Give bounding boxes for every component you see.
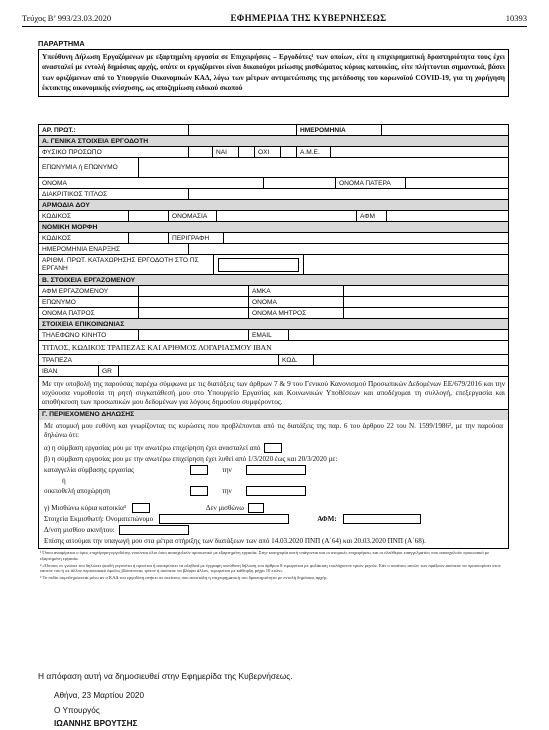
doy-name-field[interactable]	[217, 211, 357, 221]
yes-label: ΝΑΙ	[213, 147, 239, 157]
afm-field[interactable]	[387, 211, 508, 221]
form-row-name	[38, 157, 509, 177]
form-row-doy	[38, 210, 509, 221]
start-date-label: ΗΜΕΡΟΜΗΝΙΑ ΕΝΑΡΞΗΣ	[39, 244, 189, 254]
protocol-field[interactable]	[189, 125, 297, 135]
company-name-label: ΕΠΩΝΥΜΙΑ ή ΕΠΩΝΥΜΟ	[39, 158, 139, 177]
declaration-landlord	[44, 514, 503, 525]
bank-code-field[interactable]	[314, 355, 508, 365]
bank-code-label: ΚΩΔ.	[279, 355, 314, 365]
footnote-1: ¹ Όπου αναφέρεται ο όρος επιχείρηση-εργοδότης νοούνται όλοι όσοι απασχολούν προσωπικό με εξαρτημένη εργασία. Στην κατηγορία αυτή υπάγονται και οι ατομικές επιχειρήσεις και οι ελεύθεροι επαγγελματίες που απασχολούν προσωπικό με εξαρτημένη εργασία.	[40, 550, 490, 561]
form-row-surname	[38, 296, 509, 307]
iban-label: IBAN	[39, 366, 99, 376]
father-label: ΟΝΟΜΑ ΠΑΤΡΟΣ	[39, 308, 139, 318]
termination-label: β) η σύμβαση εργασίας μου με την ανωτέρω επιχείρηση έχει λυθεί από 1/3/2020 έως και 20/3/2020 με:	[44, 455, 338, 464]
declaration-body	[38, 420, 509, 550]
signature-place-date: Αθήνα, 23 Μαρτίου 2020	[54, 691, 144, 700]
dismissal-date-field[interactable]	[246, 465, 306, 475]
no-rent-checkbox[interactable]	[248, 503, 264, 513]
employee-afm-label: ΑΦΜ ΕΡΓΑΖΟΜΕΝΟΥ	[39, 286, 139, 296]
date-label: ΗΜΕΡΟΜΗΝΙΑ	[297, 125, 382, 135]
iban-field[interactable]	[119, 366, 508, 376]
ergani-label: ΑΡΙΘΜ. ΠΡΩΤ. ΚΑΤΑΧΩΡΗΣΗΣ ΕΡΓΟΔΟΤΗ ΣΤΟ ΠΣ ΕΡΓΑΝΗ	[39, 255, 214, 274]
physical-person-label: ΦΥΣΙΚΟ ΠΡΟΣΩΠΟ	[39, 147, 189, 157]
legal-code-label: ΚΩΔΙΚΟΣ	[39, 233, 129, 243]
section-b-header	[38, 274, 509, 285]
form-row-afm-emp	[38, 285, 509, 296]
issue-number: Τεύχος B’ 993/23.03.2020	[22, 13, 112, 23]
signature-role: Ο Υπουργός	[54, 706, 100, 715]
dismissal-checkbox[interactable]	[190, 465, 208, 475]
father-name-label: ΟΝΟΜΑ ΠΑΤΕΡΑ	[336, 178, 406, 188]
property-address-field[interactable]	[119, 525, 189, 535]
landlord-label: Στοιχεία Εκμισθωτή: Ονοματεπώνυμο	[44, 515, 154, 524]
no-checkbox[interactable]	[281, 147, 297, 157]
trade-name-field[interactable]	[189, 189, 508, 199]
section-doy-title: ΑΡΜΟΔΙΑ ΔΟΥ	[42, 201, 90, 209]
section-b-title: Β. ΣΤΟΙΧΕΙΑ ΕΡΓΑΖΟΜΕΝΟΥ	[42, 276, 136, 284]
first-name-label: ΟΝΟΜΑ	[39, 178, 264, 188]
company-name-field[interactable]	[139, 158, 508, 177]
rent-label: γ) Μισθώνω κύρια κατοικία³	[44, 504, 126, 513]
section-a-title: Α. ΓΕΝΙΚΑ ΣΤΟΙΧΕΙΑ ΕΡΓΟΔΟΤΗ	[42, 137, 149, 145]
form-row-protocol	[38, 124, 509, 135]
section-legal-title: ΝΟΜΙΚΗ ΜΟΡΦΗ	[42, 223, 98, 231]
suspension-label: α) η σύμβαση εργασίας μου με την ανωτέρω επιχείρηση έχει ανασταλεί από	[44, 444, 261, 453]
section-contact-header	[38, 318, 509, 329]
description-label: ΠΕΡΙΓΡΑΦΗ	[169, 233, 224, 243]
afm-label: ΑΦΜ	[357, 211, 387, 221]
landlord-name-field[interactable]	[159, 514, 289, 524]
resignation-label: οικειοθελή αποχώρηση	[44, 487, 110, 496]
declaration-dismissal	[44, 465, 503, 476]
declaration-intro: Με ατομική μου ευθύνη και γνωρίζοντας τις κυρώσεις που προβλέπονται από τις διατάξεις της παρ. 6 του άρθρου 22 του Ν. 1599/1986², με την παρούσα δηλώνω ότι:	[44, 421, 503, 440]
footnote-2: ² «Όποιος εν γνώσει του δηλώνει ψευδή γεγονότα ή αρνείται ή αποκρύπτει τα αληθινά με έγγραφη υπεύθυνη δήλωση του άρθρου 8 τιμωρείται με φυλάκιση τουλάχιστον τριών μηνών. Εάν ο υπαίτιος αυτών των πράξεων σκόπευε να προσπορίσει στον εαυτόν του ή σε άλλον περιουσιακό όφελος βλάπτοντας τρίτον ή σκόπευε να βλάψει άλλον, τιμωρείται με κάθειρξη μέχρι 10 ετών»	[40, 562, 501, 574]
section-g-header	[38, 409, 509, 420]
yes-checkbox[interactable]	[239, 147, 255, 157]
father-field[interactable]	[139, 308, 249, 318]
declaration-or	[44, 476, 503, 486]
form-row-legal	[38, 232, 509, 243]
form-row-parents	[38, 307, 509, 318]
form-row-bank	[38, 354, 509, 365]
support-request: Επίσης αιτούμαι την υπαγωγή μου στα μέτρα στήριξης των διατάξεων των από 14.03.2020 ΠΝΠ (Α΄64) και 20.03.2020 ΠΝΠ (Α΄68).	[44, 536, 426, 545]
ame-label: Α.Μ.Ε.	[297, 147, 331, 157]
section-a-header	[38, 135, 509, 146]
property-address-label: Δ/νση μισθίου ακινήτου:	[44, 526, 115, 535]
form-row-ergani	[38, 254, 509, 274]
email-field[interactable]	[289, 330, 508, 340]
declaration-form	[38, 124, 509, 580]
resignation-date-field[interactable]	[246, 486, 306, 496]
declaration-a	[44, 443, 503, 454]
mother-field[interactable]	[344, 308, 508, 318]
father-name-field[interactable]	[406, 178, 508, 188]
doy-name-label: ΟΝΟΜΑΣΙΑ	[169, 211, 217, 221]
section-g-title: Γ. ΠΕΡΙΕΧΟΜΕΝΟ ΔΗΛΩΣΗΣ	[42, 411, 135, 419]
form-row-iban-title	[38, 340, 509, 354]
declaration-b	[44, 454, 503, 465]
landlord-afm-field[interactable]	[343, 514, 421, 524]
doy-code-field[interactable]	[129, 211, 169, 221]
employee-name-label: ΟΝΟΜΑ	[249, 297, 344, 307]
or-label: ή	[62, 476, 66, 485]
gdpr-consent: Με την υποβολή της παρούσας παρέχω σύμφωνα με τις διατάξεις των άρθρων 7 & 9 του Γενικού Κανονισμού Προσωπικών Δεδομένων ΕΕ/679/2016 και την ισχύουσα νομοθεσία τη ρητή συγκατάθεσή μου στο Υπουργείο Εργασίας και Κοινωνικών Υποθέσεων και αποδέχομαι τη συλλογή, επεξεργασία και αποθήκευση των προσωπικών μου δεδομένων για λόγους δημοσίου συμφέροντος.	[38, 376, 509, 409]
legal-code-field[interactable]	[129, 233, 169, 243]
gazette-header	[22, 12, 527, 24]
dismissal-date-label: την	[222, 466, 232, 475]
signature-name: ΙΩΑΝΝΗΣ ΒΡΟΥΤΣΗΣ	[54, 719, 138, 728]
iban-country: GR	[99, 366, 119, 376]
start-date-field[interactable]	[189, 244, 508, 254]
first-name-field[interactable]	[264, 178, 336, 188]
ergani-field[interactable]	[218, 258, 299, 272]
employee-afm-field[interactable]	[139, 286, 249, 296]
annex-title: ΠΑΡΑΡΤΗΜΑ	[38, 39, 85, 48]
iban-title: ΤΙΤΛΟΣ, ΚΩΔΙΚΟΣ ΤΡΑΠΕΖΑΣ ΚΑΙ ΑΡΙΘΜΟΣ ΛΟΓΑΡΙΑΣΜΟΥ IBAN	[42, 343, 272, 352]
rent-checkbox[interactable]	[132, 503, 150, 513]
form-row-firstname	[38, 177, 509, 188]
section-contact-title: ΣΤΟΙΧΕΙΑ ΕΠΙΚΟΙΝΩΝΙΑΣ	[42, 320, 125, 328]
date-field[interactable]	[382, 125, 508, 135]
amka-field[interactable]	[344, 286, 508, 296]
ame-field[interactable]	[331, 147, 508, 157]
gazette-title: ΕΦΗΜΕΡΙΔΑ ΤΗΣ ΚΥΒΕΡΝΗΣΕΩΣ	[230, 13, 387, 23]
bank-label: ΤΡΑΠΕΖΑ	[39, 355, 279, 365]
resignation-checkbox[interactable]	[190, 486, 208, 496]
footnote-3: ³ Το πεδίο συμπληρώνεται μόνο αν ο ΚΑΔ του εργοδότη ανήκει σε εκείνους που ανεστάλη η επιχειρηματική του δραστηριότητα με εντολή δημόσιας αρχής.	[40, 574, 328, 580]
header-rule	[22, 26, 527, 27]
email-label: EMAIL	[249, 330, 289, 340]
no-rent-label: Δεν μισθώνω	[205, 504, 244, 513]
doy-code-label: ΚΩΔΙΚΟΣ	[39, 211, 129, 221]
section-doy-header	[38, 199, 509, 210]
surname-field[interactable]	[139, 297, 249, 307]
landlord-afm-label: ΑΦΜ:	[317, 515, 337, 524]
surname-label: ΕΠΩΝΥΜΟ	[39, 297, 139, 307]
amka-label: ΑΜΚΑ	[249, 286, 344, 296]
dismissal-label: καταγγελία σύμβασης εργασίας	[44, 466, 134, 475]
description-field[interactable]	[224, 233, 508, 243]
annex-intro: Υπεύθυνη Δήλωση Εργαζόμενων με εξαρτημένη εργασία σε Επιχειρήσεις – Εργοδότες¹ των οποίων, είτε η επιχειρηματική δραστηριότητα τους έχει ανασταλεί με εντολή δημόσιας αρχής, οπότε οι εργαζόμενοι είναι δικαιούχοι μείωσης μισθώματος κύριας κατοικίας, είτε πλήττονται σημαντικά, βάσει των οριζόμενων από το Υπουργείο Οικονομικών ΚΑΔ, λόγω των μέτρων αντιμετώπισης της μετάδοσης του κορωνοϊού COVID-19, για τη χορήγηση έκτακτης οικονομικής ενίσχυσης, ως αποζημίωση ειδικού σκοπού	[38, 49, 509, 97]
publication-order: Η απόφαση αυτή να δημοσιευθεί στην Εφημερίδα της Κυβερνήσεως.	[38, 671, 293, 681]
declaration-address	[44, 525, 503, 536]
declaration-resign	[44, 486, 503, 497]
suspension-checkbox[interactable]	[264, 443, 282, 453]
protocol-label: ΑΡ. ΠΡΩΤ.:	[39, 125, 189, 135]
section-legal-header	[38, 221, 509, 232]
form-row-contact	[38, 329, 509, 340]
form-row-title	[38, 188, 509, 199]
no-label: ΟΧΙ	[255, 147, 281, 157]
form-row-start	[38, 243, 509, 254]
mobile-field[interactable]	[139, 330, 249, 340]
mobile-label: ΤΗΛΕΦΩΝΟ ΚΙΝΗΤΟ	[39, 330, 139, 340]
mother-label: ΟΝΟΜΑ ΜΗΤΡΟΣ	[249, 308, 344, 318]
declaration-rent	[44, 503, 503, 514]
ergani-blank	[304, 255, 508, 274]
page-number: 10393	[505, 13, 527, 23]
employee-name-field[interactable]	[344, 297, 508, 307]
ergani-field-wrap	[214, 255, 304, 274]
form-row-physical	[38, 146, 509, 157]
trade-name-label: ΔΙΑΚΡΙΤΙΚΟΣ ΤΙΤΛΟΣ	[39, 189, 189, 199]
resignation-date-label: την	[222, 487, 232, 496]
physical-blank	[189, 147, 213, 157]
form-row-iban	[38, 365, 509, 376]
